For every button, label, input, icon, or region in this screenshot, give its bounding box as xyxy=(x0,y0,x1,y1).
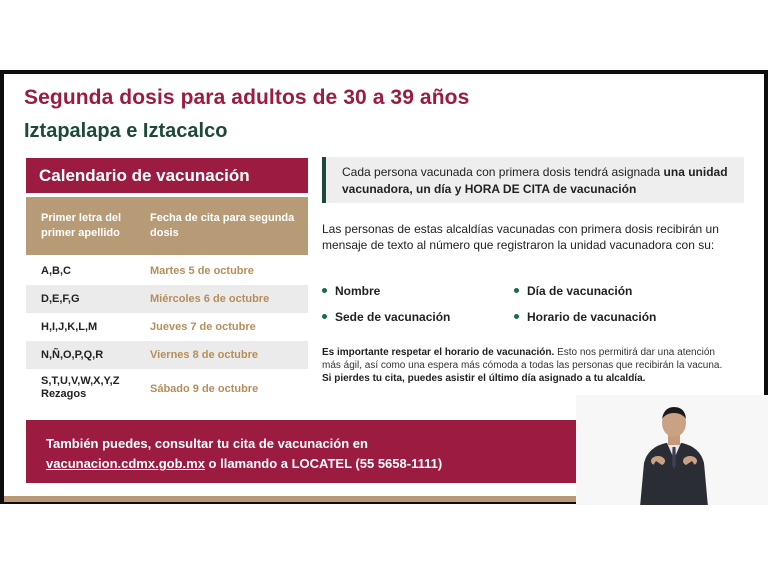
row-date: Sábado 9 de octubre xyxy=(150,383,259,395)
contact-banner xyxy=(26,420,576,483)
banner-phone-text: o llamando a LOCATEL (55 5658-1111) xyxy=(204,456,443,471)
bullet-dot-icon xyxy=(322,314,327,319)
row-date: Jueves 7 de octubre xyxy=(150,321,256,333)
slide-title: Segunda dosis para adultos de 30 a 39 años xyxy=(24,86,470,109)
bullet-label: Horario de vacunación xyxy=(527,310,657,324)
note-emphasis-end: Si pierdes tu cita, puedes asistir el último día asignado a tu alcaldía. xyxy=(322,373,646,384)
slide-subtitle: Iztapalapa e Iztacalco xyxy=(24,120,228,142)
row-letters xyxy=(41,375,146,401)
row-date: Viernes 8 de octubre xyxy=(150,349,259,361)
column-header-letters: Primer letra del primer apellido xyxy=(41,212,122,239)
bullet-dot-icon xyxy=(514,314,519,319)
bullet-label: Día de vacunación xyxy=(527,284,633,298)
info-callout xyxy=(322,157,744,203)
table-row xyxy=(26,285,308,313)
row-letters: D,E,F,G xyxy=(41,293,80,305)
row-letters: N,Ñ,O,P,Q,R xyxy=(41,349,104,361)
vacunacion-link[interactable]: vacunacion.cdmx.gob.mx xyxy=(46,456,205,471)
row-date: Martes 5 de octubre xyxy=(150,265,254,277)
bullet-item xyxy=(514,310,656,324)
row-letters: A,B,C xyxy=(41,265,71,277)
info-note xyxy=(322,346,734,385)
row-letters: H,I,J,K,L,M xyxy=(41,321,98,333)
calendar-column-headers xyxy=(26,197,308,255)
bullet-item xyxy=(514,284,632,298)
table-row xyxy=(26,369,308,409)
bullet-dot-icon xyxy=(322,288,327,293)
note-text: Esto nos permitirá dar una atención más ágil, así como una espera más cómoda a todas las personas que recibirán la vacuna. xyxy=(322,347,723,371)
slide-bottom-band xyxy=(4,496,576,502)
bullet-label: Sede de vacunación xyxy=(335,310,451,324)
bullet-item xyxy=(322,310,450,324)
row-letters-line1: S,T,U,V,W,X,Y,Z xyxy=(41,375,120,387)
row-date: Miércoles 6 de octubre xyxy=(150,293,270,305)
sign-language-interpreter-inset xyxy=(576,395,768,505)
table-row xyxy=(26,257,308,285)
info-paragraph: Las personas de estas alcaldías vacunadas con primera dosis recibirán un mensaje de texto al número que registraron la unidad vacunadora con su: xyxy=(322,222,719,252)
table-row xyxy=(26,341,308,369)
note-emphasis: Es importante respetar el horario de vacunación. xyxy=(322,347,555,358)
calendar-header: Calendario de vacunación xyxy=(26,158,308,193)
bullet-item xyxy=(322,284,380,298)
callout-text: Cada persona vacunada con primera dosis tendrá asignada xyxy=(342,165,664,179)
row-letters-line2: Rezagos xyxy=(41,388,87,400)
banner-line2 xyxy=(46,454,576,474)
callout-emphasis: una unidad vacunadora, un día y HORA DE CITA de vacunación xyxy=(342,165,728,196)
interpreter-icon xyxy=(634,403,714,505)
bullet-label: Nombre xyxy=(335,284,381,298)
column-header-date: Fecha de cita para segunda dosis xyxy=(150,212,295,239)
banner-line1: También puedes, consultar tu cita de vacunación en xyxy=(46,436,368,451)
bullet-dot-icon xyxy=(514,288,519,293)
table-row xyxy=(26,313,308,341)
